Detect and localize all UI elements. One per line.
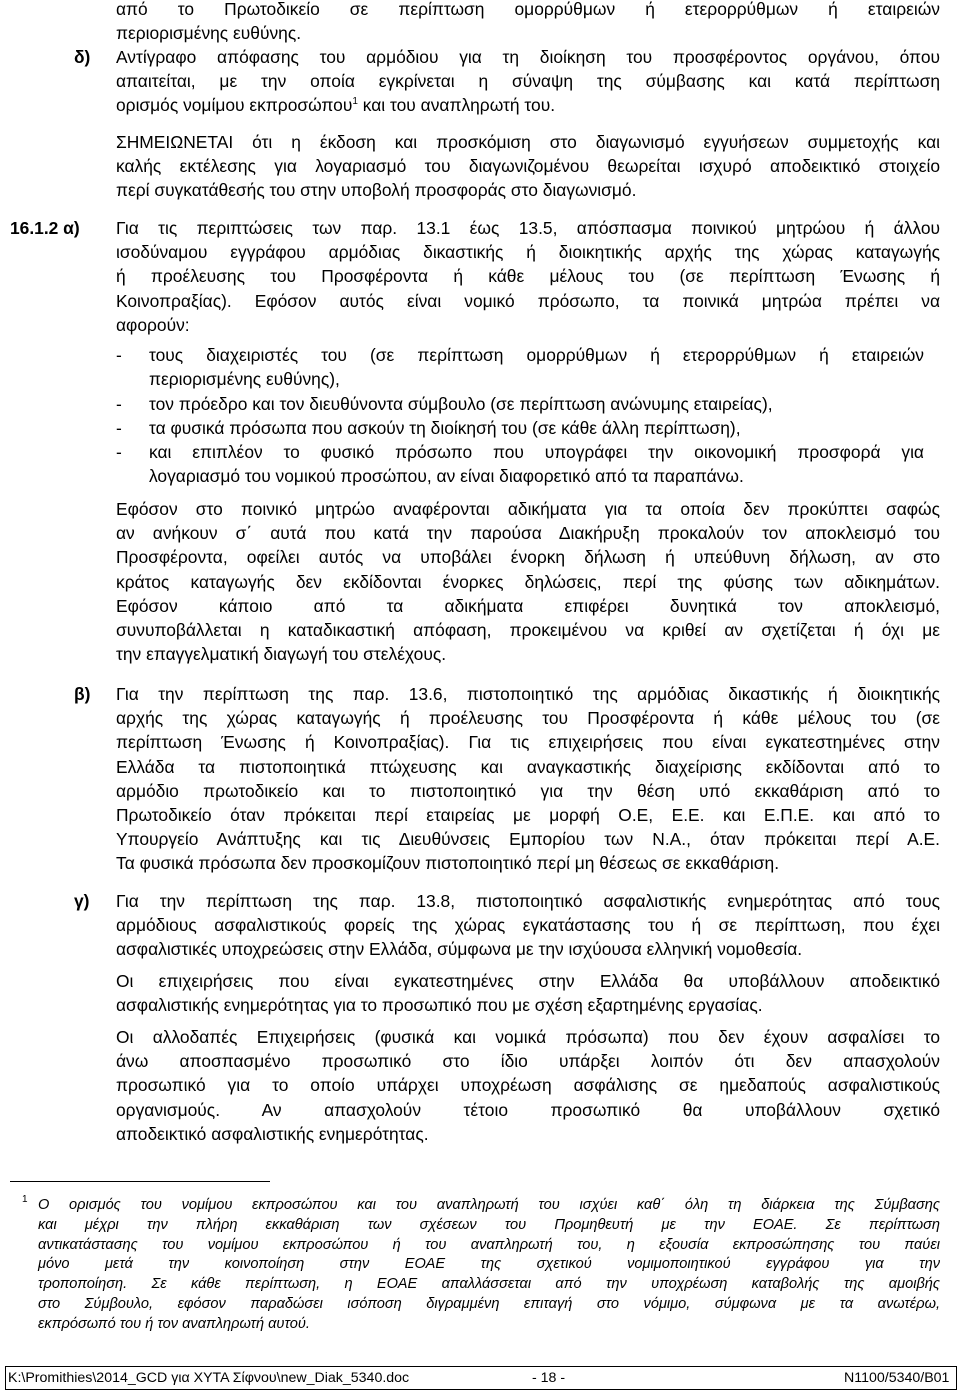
list-dash: - [116, 418, 122, 438]
gamma-paragraph-3 [116, 1025, 940, 1146]
text-line: Για την περίπτωση της παρ. 13.6, πιστοποιητικό της αρμόδιας δικαστικής ή διοικητικής [116, 684, 940, 704]
text-line: αρμόδιους ασφαλιστικούς φορείς της χώρας εγκατάστασης του ή σε περίπτωση, που έχει [116, 915, 940, 936]
text-line: στο Σύμβουλο, εφόσον παραδώσει ισόποση διγραμμένη επιταγή στο νόμιμο, σύμφωνα με τα ανωτέρω, [38, 1295, 940, 1312]
text-line: και μέχρι την πλήρη εκκαθάριση των σχέσεων του Προμηθευτή με την ΕΟΑΕ. Σε περίπτωση [38, 1216, 940, 1233]
text-line: ισοδύναμου εγγράφου αρμόδιας δικαστικής ή διοικητικής αρχής της χώρας καταγωγής [116, 242, 940, 263]
text-line: ΣΗΜΕΙΩΝΕΤΑΙ ότι η έκδοση και προσκόμιση στο διαγωνισμό εγγυήσεων συμμετοχής και [116, 132, 940, 152]
gamma-paragraph-2 [116, 969, 940, 1017]
text-line: ή προέλευσης του Προσφέροντα ή κάθε μέλους του (σε περίπτωση Ένωσης ή [116, 266, 940, 287]
text-segment: και του αναπληρωτή του. [357, 95, 556, 116]
footer-file-path: K:\Promithies\2014_GCD για ΧΥΤΑ Σίφνου\new_Diak_5340.doc [8, 1370, 410, 1386]
text-line: Ο ορισμός του νομίμου εκπροσώπου και του αναπληρωτή του ισχύει καθ΄ όλη τη διάρκεια της Σύμβασης [38, 1197, 940, 1213]
section-label-16-1-2: 16.1.2 α) [10, 218, 80, 238]
text-line: καλής εκτέλεσης για λογαριασμό του διαγωνιζομένου θεωρείται ισχυρό αποδεικτικό στοιχείο [116, 156, 940, 177]
text-line [116, 93, 940, 117]
list-dash: - [116, 442, 122, 462]
text-line: αρχής της χώρας καταγωγής ή προέλευσης του Προσφέροντα ή κάθε μέλους του (σε [116, 708, 940, 729]
text-line: Εφόσον στο ποινικό μητρώο αναφέρονται αδικήματα για τα οποία δεν προκύπτει σαφώς [116, 499, 940, 519]
text-line: περί συγκατάθεσής του στην υποβολή προσφοράς στο διαγωνισμό. [116, 180, 637, 201]
text-line: Πρωτοδικείο όταν πρόκειται περί εταιρείας με μορφή Ο.Ε, Ε.Ε. και Ε.Π.Ε. και από το [116, 805, 940, 826]
text-line: την επαγγελματική διαγωγή του στελέχους. [116, 644, 447, 665]
text-segment: ορισμός νομίμου εκπροσώπου [116, 95, 353, 116]
text-line: αντικατάστασης του νομίμου εκπροσώπου ή του αναπληρωτή του, η εξουσία εκπροσώπησης του παύει [38, 1236, 940, 1253]
list-dash: - [116, 345, 122, 365]
text-line: ασφαλιστικές υποχρεώσεις στην Ελλάδα, σύμφωνα με την ισχύουσα ελληνική νομοθεσία. [116, 939, 803, 960]
item-alpha-text [116, 216, 940, 337]
text-line: Αντίγραφο απόφασης του αρμόδιου για τη διοίκηση του προσφέροντος οργάνου, όπου [116, 47, 940, 67]
text-line: τον πρόεδρο και τον διευθύνοντα σύμβουλο (σε περίπτωση ανώνυμης εταιρείας), [149, 394, 773, 414]
text-line: Για τις περιπτώσεις των παρ. 13.1 έως 13.5, απόσπασμα ποινικού μητρώου ή άλλου [116, 218, 940, 238]
text-line: Προσφέροντα, οφείλει αυτός να υποβάλει ένορκη δήλωση ή υπεύθυνη δήλωση, αν στο [116, 547, 940, 568]
text-line: λογαριασμό του νομικού προσώπου, αν είναι διαφορετικό από τα παραπάνω. [149, 466, 744, 487]
item-beta-text [116, 682, 940, 876]
list-dash: - [116, 394, 122, 414]
paragraph-continuation [116, 0, 940, 45]
item-label-beta: β) [74, 684, 91, 704]
text-line: κράτος καταγωγής δεν εκδίδονται ένορκες δηλώσεις, περί της φύσης των αδικημάτων. [116, 571, 940, 592]
page-footer [5, 1366, 957, 1390]
footnote-ref: 1 [352, 96, 358, 108]
item-delta-text [116, 45, 940, 118]
text-line: Κοινοπραξίας). Εφόσον αυτός είναι νομικό πρόσωπο, τα ποινικά μητρώα πρέπει να [116, 290, 940, 311]
footer-reference: N1100/5340/B01 [844, 1370, 950, 1386]
note-paragraph [116, 130, 940, 203]
footnote-separator [10, 1181, 270, 1182]
text-line: τα φυσικά πρόσωπα που ασκούν τη διοίκησή του (σε κάθε άλλη περίπτωση), [149, 418, 741, 438]
text-line: Ελλάδα τα πιστοποιητικά πτώχευσης και αναγκαστικής διαχείρισης εκδίδονται από το [116, 756, 940, 777]
item-label-gamma: γ) [74, 891, 90, 911]
criminal-record-paragraph [116, 497, 940, 666]
text-line: προσωπικό για το οποίο υπάρχει υποχρέωση ασφάλισης σε ημεδαπούς ασφαλιστικούς [116, 1075, 940, 1096]
text-line: Για την περίπτωση της παρ. 13.8, πιστοποιητικό ασφαλιστικής ενημερότητας από τους [116, 891, 940, 911]
text-line: αν ανήκουν σ΄ αυτά που κατά την παρούσα Διακήρυξη προκαλούν τον αποκλεισμό του [116, 523, 940, 544]
text-line: περίπτωση Ένωσης ή Κοινοπραξίας). Για τις επιχειρήσεις που είναι εγκατεστημένες στην [116, 732, 940, 753]
text-line: συνυποβάλλεται η καταδικαστική απόφαση, προκειμένου να κριθεί αν σχετίζεται ή όχι με [116, 620, 940, 641]
footer-page-number: - 18 - [532, 1370, 566, 1386]
text-line: άνω αποσπασμένο προσωπικό στο ίδιο υπάρξει λοιπόν ότι δεν απασχολούν [116, 1051, 940, 1072]
item-label-delta: δ) [74, 47, 91, 67]
text-line: Εφόσον κάποιο από τα αδικήματα επιφέρει δυνητικά τον αποκλεισμό, [116, 595, 940, 616]
text-line: εκπρόσωπό του ή τον αναπληρωτή αυτού. [38, 1315, 310, 1332]
text-line: από το Πρωτοδικείο σε περίπτωση ομορρύθμων ή ετερορρύθμων ή εταιρειών [116, 0, 940, 19]
text-line: Οι επιχειρήσεις που είναι εγκατεστημένες στην Ελλάδα θα υποβάλλουν αποδεικτικό [116, 971, 940, 991]
footnote-text [38, 1196, 940, 1335]
text-line: ασφαλιστικής ενημερότητας για το προσωπικό που με σχέση εξαρτημένης εργασίας. [116, 995, 763, 1016]
text-line: περιορισμένης ευθύνης. [116, 23, 302, 44]
item-gamma-text [116, 889, 940, 962]
text-line: Υπουργείο Ανάπτυξης και τις Διευθύνσεις Εμπορίου των Ν.Α., όταν πρόκειται περί Α.Ε. [116, 829, 940, 850]
text-line: τροποποίηση. Σε κάθε περίπτωση, η ΕΟΑΕ απαλλάσσεται από την υποχρέωση καταβολής της αμοιβής [38, 1276, 940, 1293]
text-line: αποδεικτικό ασφαλιστικής ενημερότητας. [116, 1123, 429, 1144]
text-line: μόνο μετά την κοινοποίηση στην ΕΟΑΕ της σχετικού νομιμοποιητικού εγγράφου για την [38, 1256, 940, 1273]
text-line: οργανισμούς. Αν απασχολούν τέτοιο προσωπικό θα υποβάλλουν σχετικό [116, 1099, 940, 1120]
footnote-number: 1 [22, 1194, 28, 1205]
text-line: αρμόδιο πρωτοδικείο και το πιστοποιητικό για την θέση υπό εκκαθάριση από το [116, 780, 940, 801]
text-line: Οι αλλοδαπές Επιχειρήσεις (φυσικά και νομικά πρόσωπα) που δεν έχουν ασφαλίσει το [116, 1027, 940, 1047]
text-line: τους διαχειριστές του (σε περίπτωση ομορρύθμων ή ετερορρύθμων ή εταιρειών [149, 345, 924, 365]
text-line: περιορισμένης ευθύνης), [149, 369, 340, 390]
text-line: αφορούν: [116, 314, 190, 335]
text-line: Τα φυσικά πρόσωπα δεν προσκομίζουν πιστοποιητικό περί μη θέσεως σε εκκαθάριση. [116, 853, 780, 874]
text-line: και επιπλέον το φυσικό πρόσωπο που υπογράφει την οικονομική προσφορά για [149, 442, 924, 462]
text-line: απαιτείται, με την οποία εγκρίνεται η σύναψη της σύμβασης και κατά περίπτωση [116, 71, 940, 92]
